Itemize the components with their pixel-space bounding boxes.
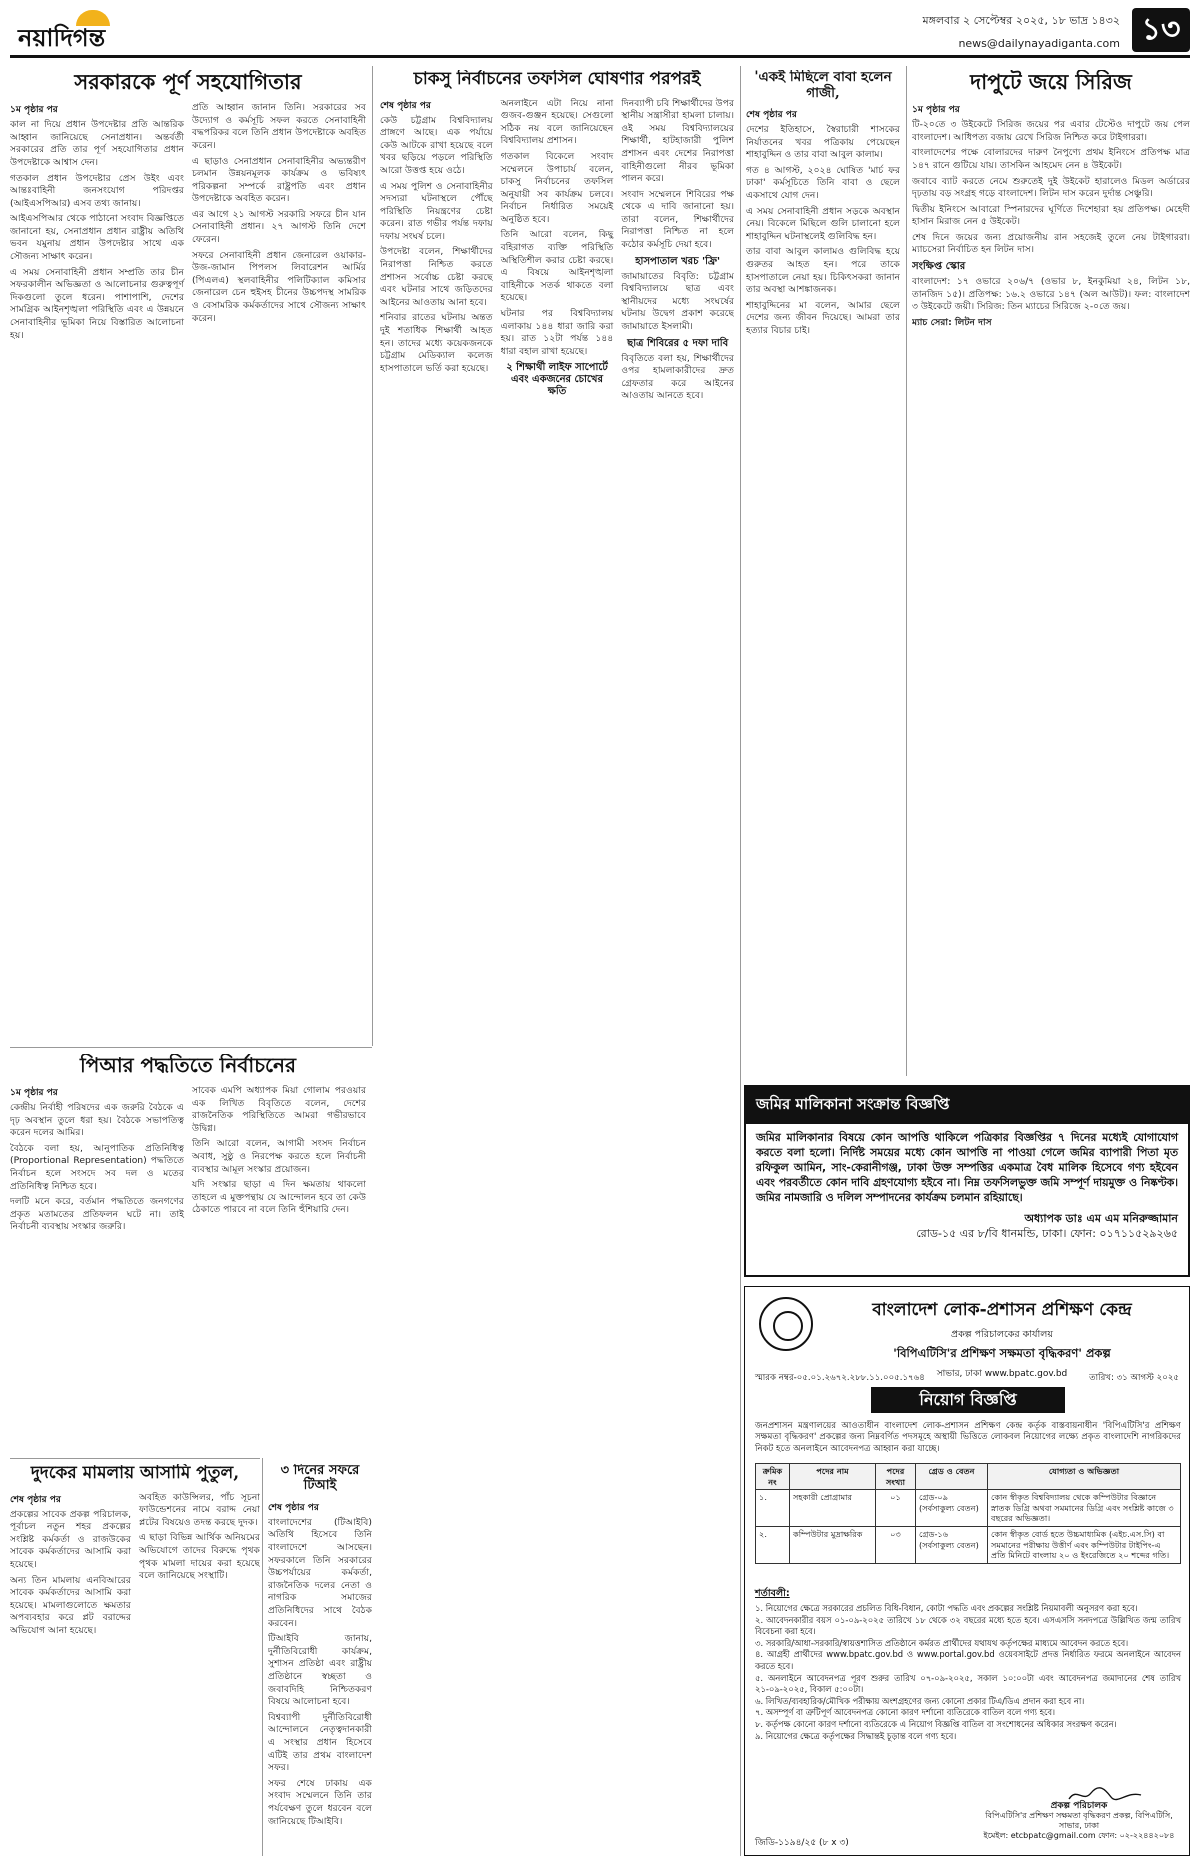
table-cell: ০৩ <box>876 1526 916 1563</box>
table-cell: গ্রেড-১৬ (সর্বসাকুল্য বেতন) <box>916 1526 988 1563</box>
article-paragraph: বিশ্বব্যাপী দুর্নীতিবিরোধী আন্দোলনে নেতৃত্বদানকারী এ সংস্থার প্রধান হিসেবে এটিই তার প্রথম বাংলাদেশ সফর। <box>268 1711 372 1774</box>
dateline <box>923 12 1120 56</box>
article-paragraph: টি-২০তে ৩ উইকেটে সিরিজ জয়ের পর এবার টেস্টেও দাপুটে জয় পেল বাংলাদেশ। আধিপত্য বজায় রেখে সিরিজ নিশ্চিত করে টাইগাররা। <box>912 119 1190 143</box>
ad-code: জিডি-১১৯৪/২৫ (৮ x ৩) <box>755 1838 849 1848</box>
article-paragraph: বৈঠকে বলা হয়, আনুপাতিক প্রতিনিধিত্ব (Proportional Representation) পদ্ধতিতে নির্বাচন হলে সংসদে সব দল ও মতের প্রতিনিধিত্ব নিশ্চিত হবে। <box>10 1142 184 1192</box>
table-cell: ২. <box>756 1526 790 1563</box>
term-item: ৭. অসম্পূর্ণ বা ত্রুটিপূর্ণ আবেদনপত্র কোনো কারণ দর্শানো ব্যতিরেকে বাতিল বলে গণ্য হবে। <box>755 1707 1056 1718</box>
article-paragraph: সফরে সেনাবাহিনী প্রধান জেনারেল ওয়াকার-উজ-জামান পিপলস লিবারেশন আর্মির (পিএলএ) স্থলবাহিনীর পলিটিক্যাল কমিসার জেনারেল চেন হুইসহ চীনের উচ্চপদস্থ সামরিক ও বেসামরিক কর্মকর্তাদের সাথে সৌজন্য সাক্ষাৎ করেন। <box>192 249 366 324</box>
memo-number: স্মারক নম্বর-০৫.০১.২৬৭২.২৮৮.১১.০০৫.১৭৬৪ <box>755 1373 925 1383</box>
column-divider <box>262 1458 263 1856</box>
article-paragraph: এ ছাড়াও সেনাপ্রধান সেনাবাহিনীর অভ্যন্তরীণ চলমান উন্নয়নমূলক কার্যক্রম ও ভবিষ্যৎ পরিকল্পনা সম্পর্কে রাষ্ট্রপতি এবং প্রধান উপদেষ্টাকে অবহিত করেন। <box>192 155 366 205</box>
article-headline[interactable]: দাপুটে জয়ে সিরিজ <box>970 70 1132 94</box>
term-item: ৪. আগ্রহী প্রার্থীদের www.bpatc.gov.bd ও www.portal.gov.bd ওয়েবসাইটে প্রদত্ত নির্ধারিত ফরমে অনলাইনে আবেদন করতে হবে। <box>755 1649 1181 1671</box>
article-paragraph: শাহাবুদ্দিনের মা বলেন, আমার ছেলে দেশের জন্য জীবন দিয়েছে। আমরা তার হত্যার বিচার চাই। <box>746 299 900 336</box>
article-paragraph: অন্য তিন মামলায় এনবিআরের সাবেক কর্মকর্তাদের আসামি করা হয়েছে। মামলাগুলোতে ক্ষমতার অপব্যবহার করে প্লট বরাদ্দের অভিযোগ আনা হয়েছে। <box>10 1574 131 1636</box>
article-paragraph: প্রতি আহ্বান জানান তিনি। সরকারের সব উদ্যোগ ও কর্মসূচি সফল করতে সেনাবাহিনী বদ্ধপরিকর বলে তিনি প্রধান উপদেষ্টাকে অবহিত করেন। <box>192 102 366 151</box>
org-address[interactable]: সাভার, ঢাকা www.bpatc.gov.bd <box>936 1369 1068 1379</box>
table-cell: সহকারী প্রোগ্রামার <box>790 1490 876 1527</box>
man-of-the-match: ম্যাচ সেরা: লিটন দাস <box>912 316 992 328</box>
recruitment-banner: নিয়োগ বিজ্ঞপ্তি <box>871 1387 1065 1413</box>
recruitment-intro: জনপ্রশাসন মন্ত্রণালয়ের আওতাধীন বাংলাদেশ লোক-প্রশাসন প্রশিক্ষণ কেন্দ্র কর্তৃক বাস্তবায়নাধীন 'বিপিএটিসি'র প্রশিক্ষণ সক্ষমতা বৃদ্ধিকরণ' প্রকল্পের জন্য নিম্নবর্ণিত পদসমূহে অস্থায়ী ভিত্তিতে লোকবল নিয়োগের লক্ষ্যে প্রকৃত বাংলাদেশি নাগরিকদের নিকট হতে অনলাইনে আবেদনপত্র আহ্বান করা যাচ্ছে। <box>755 1421 1181 1454</box>
score-summary-label: সংক্ষিপ্ত স্কোর <box>912 261 966 273</box>
article-paragraph: এর আগে ২১ আগস্ট সরকারি সফরে চীন যান সেনাবাহিনী প্রধান। ২৭ আগস্ট তিনি দেশে ফেরেন। <box>192 208 366 246</box>
article-paragraph: দলটি মনে করে, বর্তমান পদ্ধতিতে জনগণের প্রকৃত মতামতের প্রতিফলন ঘটে না। তাই নির্বাচনী ব্যবস্থায় সংস্কার জরুরি। <box>10 1196 184 1233</box>
term-item: ১. নিয়োগের ক্ষেত্রে সরকারের প্রচলিত বিধি-বিধান, কোটা পদ্ধতি এবং প্রকল্পের সংশ্লিষ্ট নিয়মাবলী অনুসরণ করা হবে। <box>755 1603 1138 1613</box>
article-paragraph: শেষ দিনে জয়ের জন্য প্রয়োজনীয় রান সহজেই তুলে নেয় টাইগাররা। ম্যাচসেরা নির্বাচিত হন লিটন দাস। <box>912 231 1190 256</box>
continuation-label: ১ম পৃষ্ঠার পর <box>10 105 58 116</box>
continuation-label: ১ম পৃষ্ঠার পর <box>912 105 960 116</box>
org-name: বাংলাদেশ লোক-প্রশাসন প্রশিক্ষণ কেন্দ্র <box>872 1300 1132 1320</box>
article-chaksu-election <box>380 70 734 1850</box>
article-paragraph: এ সময় পুলিশ ও সেনাবাহিনীর সদস্যরা ঘটনাস্থলে পৌঁছে পরিস্থিতি নিয়ন্ত্রণের চেষ্টা করেন। রাত গভীর পর্যন্ত দফায় দফায় সংঘর্ষ চলে। <box>380 180 493 242</box>
article-army-chief <box>10 70 366 1042</box>
article-paragraph: অবহিত কাউন্সিলর, পাঁচ সূচনা ফাউন্ডেশনের নামে বরাদ্দ নেয়া প্লটের বিষয়েও তদন্ত করছে দুদক। <box>139 1491 260 1528</box>
continuation-label: ১ম পৃষ্ঠার পর <box>10 1088 58 1098</box>
column-divider <box>740 66 741 1856</box>
article-paragraph: গতকাল বিকেলে সংবাদ সম্মেলনে উপাচার্য বলেন, চাকসু নির্বাচনের তফসিল অনুযায়ী সব কার্যক্রম চলবে। নির্বাচন নির্ধারিত সময়েই অনুষ্ঠিত হবে। <box>500 150 614 225</box>
continuation-label: শেষ পৃষ্ঠার পর <box>268 1502 319 1513</box>
article-paragraph: তার বাবা আবুল কালামও গুলিবিদ্ধ হয়ে গুরুতর আহত হন। পরে তাকে হাসপাতালে নেয়া হয়। চিকিৎসকরা জানান তার অবস্থা আশঙ্কাজনক। <box>746 246 900 296</box>
article-paragraph: বাংলাদেশের (টিআইবি) অতিথি হিসেবে তিনি বাংলাদেশে আসছেন। সফরকালে তিনি সরকারের উচ্চপর্যায়ের কর্মকর্তা, রাজনৈতিক দলের নেতা ও নাগরিক সমাজের প্রতিনিধিদের সাথে বৈঠক করবেন। <box>268 1516 372 1629</box>
notice-title: জমির মালিকানা সংক্রান্ত বিজ্ঞপ্তি <box>746 1087 1188 1124</box>
article-paragraph: তিনি আরো বলেন, আগামী সংসদ নির্বাচন অবাধ, সুষ্ঠু ও নিরপেক্ষ করতে হলে নির্বাচনী ব্যবস্থার আমূল সংস্কার প্রয়োজন। <box>192 1138 366 1175</box>
table-row <box>756 1526 1181 1563</box>
article-paragraph: এ সময় সেনাবাহিনী প্রধান সম্প্রতি তার চীন সফরকালীন অভিজ্ঞতা ও আলোচনার গুরুত্বপূর্ণ দিকগুলো তুলে ধরেন। পাশাপাশি, দেশের সামগ্রিক আইনশৃঙ্খলা পরিস্থিতি এবং এ উন্নয়নে সেনাবাহিনীর ভূমিকা নিয়ে বিস্তারিত আলোচনা হয়। <box>10 266 184 341</box>
section-divider <box>10 1047 372 1048</box>
article-paragraph: শনিবার রাতের ঘটনায় অন্তত দুই শতাধিক শিক্ষার্থী আহত হন। তাদের মধ্যে কয়েকজনকে চট্টগ্রাম মেডিক্যাল কলেজ হাসপাতালে ভর্তি করা হয়েছে। <box>380 312 493 374</box>
masthead <box>10 6 1190 58</box>
issue-date: মঙ্গলবার ২ সেপ্টেম্বর ২০২৫, ১৮ ভাদ্র ১৪৩২ <box>922 14 1120 27</box>
article-paragraph: সাবেক এমপি অধ্যাপক মিয়া গোলাম পরওয়ার এক লিখিত বিবৃতিতে বলেন, দেশের রাজনৈতিক পরিস্থিতিতে আমরা গভীরভাবে উদ্বিগ্ন। <box>192 1085 366 1134</box>
continuation-label: শেষ পৃষ্ঠার পর <box>10 1494 61 1505</box>
table-cell: কোন স্বীকৃত বোর্ড হতে উচ্চমাধ্যমিক (এইচ.এস.সি) বা সমমানের পরীক্ষায় উত্তীর্ণ এবং কম্পিউটার টাইপিং-এ প্রতি মিনিটে বাংলায় ২০ ও ইংরেজিতে ২০ শব্দের গতি। <box>988 1526 1181 1563</box>
contact-email[interactable]: news@dailynayadiganta.com <box>958 37 1120 50</box>
article-paragraph: জামায়াতের বিবৃতি: চট্টগ্রাম বিশ্ববিদ্যালয়ে ছাত্র এবং স্থানীয়দের মধ্যে সংঘর্ষের ঘটনায় উদ্বেগ প্রকাশ করেছে জামায়াতে ইসলামী। <box>621 270 734 333</box>
table-cell: কম্পিউটার মুদ্রাক্ষরিক <box>790 1526 876 1563</box>
org-subtitle: প্রকল্প পরিচালকের কার্যালয় <box>951 1329 1053 1340</box>
org-header <box>827 1297 1177 1381</box>
column-divider <box>906 66 907 1076</box>
article-headline[interactable]: 'একই মিছিলে বাবা হলেন গাজী, <box>754 70 892 101</box>
continuation-label: শেষ পৃষ্ঠার পর <box>746 110 797 121</box>
table-header: পদের সংখ্যা <box>876 1464 916 1490</box>
term-item: ২. আবেদনকারীর বয়স ০১-০৯-২০২৫ তারিখে ১৮ থেকে ৩২ বছরের মধ্যে হতে হবে। এসএসসি সনদপত্রে উল্লিখিত জন্ম তারিখ বিবেচনা করা হবে। <box>755 1614 1181 1637</box>
article-paragraph: জবাবে ব্যাট করতে নেমে শুরুতেই দুই উইকেট হারালেও মিডল অর্ডারের দৃঢ়তায় বড় সংগ্রহ গড়ে বাংলাদেশ। লিটন দাস করেন দুর্দান্ত সেঞ্চুরি। <box>912 175 1190 200</box>
continuation-label: শেষ পৃষ্ঠার পর <box>380 100 431 111</box>
term-item: ৬. লিখিত/ব্যবহারিক/মৌখিক পরীক্ষায় অংশগ্রহণের জন্য কোনো প্রকার টিএ/ডিএ প্রদান করা হবে না। <box>755 1695 1085 1706</box>
table-header: গ্রেড ও বেতন <box>916 1464 988 1490</box>
signature-block <box>979 1801 1179 1841</box>
article-headline[interactable]: পিআর পদ্ধতিতে নির্বাচনের <box>80 1054 296 1077</box>
page-number: ১৩ <box>1132 8 1190 52</box>
term-item: ৮. কর্তৃপক্ষ কোনো কারণ দর্শানো ব্যতিরেকে এ নিয়োগ বিজ্ঞপ্তি বাতিল বা সংশোধনের অধিকার সংরক্ষণ করেন। <box>755 1718 1117 1729</box>
article-paragraph: এ ছাড়া বিভিন্ন আর্থিক অনিয়মের অভিযোগে তাদের বিরুদ্ধে পৃথক পৃথক মামলা দায়ের করা হয়েছে বলে জানিয়েছে সংস্থাটি। <box>139 1532 260 1582</box>
article-paragraph: বিবৃতিতে বলা হয়, শিক্ষার্থীদের ওপর হামলাকারীদের দ্রুত গ্রেফতার করে আইনের আওতায় আনতে হবে। <box>621 352 734 402</box>
land-ownership-notice <box>744 1085 1190 1277</box>
article-paragraph: আইএসপিআর থেকে পাঠানো সংবাদ বিজ্ঞপ্তিতে জানানো হয়, সেনাপ্রধান প্রধান রাষ্ট্রীয় অতিথি ভবন যমুনায় প্রধান উপদেষ্টার সাথে এক সৌজন্য সাক্ষাৎ করেন। <box>10 213 184 263</box>
notice-date: তারিখ: ৩১ আগস্ট ২০২৫ <box>1089 1373 1179 1383</box>
table-cell: গ্রেড-০৯ (সর্বসাকুল্য বেতন) <box>916 1490 988 1527</box>
article-father-son-rally <box>746 70 900 1075</box>
positions-table <box>755 1463 1181 1564</box>
article-paragraph: কাল না দিয়ে প্রধান উপদেষ্টার প্রতি আন্তরিক আহ্বান জানিয়েছে সেনাপ্রধান। অন্তর্বর্তী সরকারের প্রতি তার পূর্ণ সহযোগিতার প্রধান উপদেষ্টাকে আশ্বাস দেন। <box>10 119 184 168</box>
article-paragraph: বাংলাদেশের পক্ষে বোলারদের দারুণ নৈপুণ্যে প্রথম ইনিংসে প্রতিপক্ষ মাত্র ১৪৭ রানে গুটিয়ে যায়। তাসকিন আহমেদ নেন ৪ উইকেট। <box>912 147 1190 171</box>
notice-signer: অধ্যাপক ডাঃ এম এম মনিরুজ্জামান <box>1024 1212 1178 1225</box>
recruitment-notice <box>744 1286 1190 1856</box>
article-paragraph: উপদেষ্টা বলেন, শিক্ষার্থীদের নিরাপত্তা নিশ্চিত করতে প্রশাসন সর্বোচ্চ চেষ্টা করছে এবং ঘটনার সাথে জড়িতদের আইনের আওতায় আনা হবে। <box>380 246 493 308</box>
logo-text: নয়াদিগন্ত <box>18 23 106 52</box>
article-paragraph: ঘটনার পর বিশ্ববিদ্যালয় এলাকায় ১৪৪ ধারা জারি করা হয়। রাত ১২টা পর্যন্ত ১৪৪ ধারা বহাল রাখা হয়েছে। <box>500 308 614 357</box>
article-paragraph: গতকাল প্রধান উপদেষ্টার প্রেস উইং এবং আন্তঃবাহিনী জনসংযোগ পরিদপ্তর (আইএসপিআর) এসব তথ্য জানায়। <box>10 172 184 209</box>
column-divider <box>372 66 373 1046</box>
article-paragraph: দিনব্যাপী চবি শিক্ষার্থীদের উপর স্থানীয় সন্ত্রাসীরা হামলা চালায়। ওই সময় বিশ্ববিদ্যালয়ের শিক্ষার্থী, হাটহাজারী পুলিশ প্রশাসন এবং দেশের নিরাপত্তা বাহিনীগুলো নীরব ভূমিকা পালন করে। <box>621 97 734 185</box>
article-acc-case <box>10 1464 260 1856</box>
newspaper-logo[interactable] <box>18 12 178 50</box>
article-paragraph: দ্বিতীয় ইনিংসে আবারো স্পিনারদের ঘূর্ণিতে দিশেহারা হয় প্রতিপক্ষ। মেহেদী হাসান মিরাজ নেন ৫ উইকেট। <box>912 203 1190 228</box>
article-paragraph: যদি সংস্কার ছাড়া এ দিন ক্ষমতায় থাকলো তাহলে এ মুক্তপন্থায় যে আন্দোলন হবে তা কেউ ঠেকাতে পারবে না বলে তিনি হুঁশিয়ারি দেন। <box>192 1179 366 1216</box>
table-header: পদের নাম <box>790 1464 876 1490</box>
article-headline[interactable]: সরকারকে পূর্ণ সহযোগিতার <box>74 70 302 94</box>
article-subheading: ছাত্র শিবিরের ৫ দফা দাবি <box>627 337 729 349</box>
section-divider <box>10 1458 260 1459</box>
article-subheading: হাসপাতাল খরচ 'ফ্রি' <box>635 255 721 267</box>
article-paragraph: এ সময় সেনাবাহিনী প্রধান সড়কে অবস্থান নেয়। বিকেলে মিছিলে গুলি চালানো হলে শাহাবুদ্দিন ঘটনাস্থলেই গুলিবিদ্ধ হন। <box>746 205 900 242</box>
table-header: ক্রমিক নং <box>756 1464 790 1490</box>
article-paragraph: কেন্দ্রীয় নির্বাহী পরিষদের এক জরুরি বৈঠকে এ দৃঢ় অবস্থান তুলে ধরা হয়। বৈঠকে সভাপতিত্ব করেন দলের আমির। <box>10 1102 184 1139</box>
terms-list <box>755 1603 1181 1742</box>
table-header: যোগ্যতা ও অভিজ্ঞতা <box>988 1464 1181 1490</box>
table-cell: ১. <box>756 1490 790 1527</box>
signatory-contact[interactable]: ইমেইল: etcbpatc@gmail.com ফোন: ০২-২২৪৪২০৮৪ <box>983 1831 1175 1840</box>
score-summary: বাংলাদেশ: ১৭ ওভারে ২০৬/৭ (ওভার ৮, ইনকুমিয়া ২৪, লিটন ১৮, তানজিদ ১৫)। প্রতিপক্ষ: ১৬.২ ওভারে ১৪৭ (অল আউট)। ফল: বাংলাদেশ ৩ উইকেটে জয়ী। সিরিজ: তিন ম্যাচের সিরিজে ২-০তে জয়। <box>912 276 1190 313</box>
term-item: ৫. অনলাইনে আবেদনপত্র পূরণ শুরুর তারিখ ০৭-০৯-২০২৫, সকাল ১০:০০টা এবং আবেদনপত্র জমাদানের শেষ তারিখ ২১-০৯-২০২৫, বিকাল ৫:০০টা। <box>755 1672 1181 1695</box>
article-headline[interactable]: চাকসু নির্বাচনের তফসিল ঘোষণার পরপরই <box>413 70 701 89</box>
article-paragraph: প্রকল্পের সাবেক প্রকল্প পরিচালক, পূর্বাচল নতুন শহর প্রকল্পের সংশ্লিষ্ট কর্মকর্তা ও রাজউকের সাবেক কর্মকর্তাদের আসামি করা হয়েছে। <box>10 1508 131 1570</box>
article-headline[interactable]: ৩ দিনের সফরে টিআই <box>280 1464 360 1493</box>
article-paragraph: অনলাইনে এটা নিয়ে নানা গুজব-গুঞ্জন হয়েছে। সেগুলো সঠিক নয় বলে জানিয়েছেন বিশ্ববিদ্যালয় প্রশাসন। <box>500 97 614 147</box>
article-ti-visit <box>268 1464 372 1856</box>
government-seal-icon <box>759 1297 813 1351</box>
article-subheading: ২ শিক্ষার্থী লাইফ সাপোর্টে এবং একজনের চোখের ক্ষতি <box>506 362 608 398</box>
table-cell: ০১ <box>876 1490 916 1527</box>
article-paragraph: দেশের ইতিহাসে, স্বৈরাচারী শাসকের নির্যাতনের খবর পত্রিকায় পেয়েছেন শাহাবুদ্দিন ও তার বাবা আবুল কালাম। <box>746 124 900 161</box>
table-row <box>756 1490 1181 1527</box>
notice-address: রোড-১৫ এর ৮/বি ধানমন্ডি, ঢাকা। ফোন: ০১৭১১৫২৯২৬৫ <box>916 1227 1178 1240</box>
article-headline[interactable]: দুদকের মামলায় আসামি পুতুল, <box>30 1464 240 1483</box>
notice-body: জমির মালিকানার বিষয়ে কোন আপত্তি থাকিলে পত্রিকার বিজ্ঞপ্তির ৭ দিনের মধ্যেই যোগাযোগ করতে বলা হলো। নির্দিষ্ট সময়ের মধ্যে কোন আপত্তি না পাওয়া গেলে জমির ব্যাপারী পিতা মৃত রফিকুল আমিন, সাং-কেরানীগঞ্জ, ঢাকা উক্ত সম্পত্তির একমাত্র বৈধ মালিক হিসেবে গণ্য হইবেন এবং পরবর্তীতে কোন দাবি গ্রহণযোগ্য হইবে না। নিম্ন তফসিলভুক্ত জমি সম্পূর্ণ দায়মুক্ত ও নিষ্কণ্টক। জমির নামজারি ও দলিল সম্পাদনের কার্যক্রম চলমান রহিয়াছে। <box>756 1131 1178 1204</box>
term-item: ৯. নিয়োগের ক্ষেত্রে কর্তৃপক্ষের সিদ্ধান্তই চূড়ান্ত বলে গণ্য হবে। <box>755 1730 957 1741</box>
article-paragraph: তিনি আরো বলেন, কিছু বহিরাগত ব্যক্তি পরিস্থিতি অস্থিতিশীল করার চেষ্টা করছে। এ বিষয়ে আইনশৃঙ্খলা বাহিনীকে সতর্ক থাকতে বলা হয়েছে। <box>500 229 614 304</box>
signatory-office: বিপিএটিসি'র প্রশিক্ষণ সক্ষমতা বৃদ্ধিকরণ প্রকল্প, বিপিএটিসি, সাভার, ঢাকা <box>985 1811 1173 1830</box>
article-paragraph: সফর শেষে ঢাকায় এক সংবাদ সম্মেলনে তিনি তার পর্যবেক্ষণ তুলে ধরবেন বলে জানিয়েছে টিআইবি। <box>268 1777 372 1827</box>
signatory-title: প্রকল্প পরিচালক <box>1050 1801 1108 1811</box>
article-paragraph: টিআইবি জানায়, দুর্নীতিবিরোধী কার্যক্রম, সুশাসন প্রতিষ্ঠা এবং রাষ্ট্রীয় প্রতিষ্ঠানে স্বচ্ছতা ও জবাবদিহি নিশ্চিতকরণ বিষয়ে আলোচনা হবে। <box>268 1633 372 1708</box>
article-cricket-series <box>912 70 1190 1075</box>
article-paragraph: কেউ চট্টগ্রাম বিশ্ববিদ্যালয় প্রাঙ্গণে আছে। এক পর্যায়ে কেউ আটকে রাখা হয়েছে বলে খবর ছড়িয়ে পড়লে পরিস্থিতি আরো উত্তপ্ত হয়ে ওঠে। <box>380 114 493 176</box>
article-pr-election <box>10 1054 366 1450</box>
project-name: 'বিপিএটিসি'র প্রশিক্ষণ সক্ষমতা বৃদ্ধিকরণ' প্রকল্প <box>893 1346 1111 1360</box>
article-paragraph: সংবাদ সম্মেলনে শিবিরের পক্ষ থেকে এ দাবি জানানো হয়। তারা বলেন, শিক্ষার্থীদের নিরাপত্তা নিশ্চিত না হলে কঠোর কর্মসূচি দেয়া হবে। <box>621 188 734 251</box>
terms-title: শর্তাবলী: <box>755 1588 790 1599</box>
article-paragraph: গত ৪ আগস্ট, ২০২৪ ঘোষিত 'মার্চ ফর ঢাকা' কর্মসূচিতে তিনি বাবা ও ছেলে একসাথে যোগ দেন। <box>746 164 900 201</box>
table-cell: কোন স্বীকৃত বিশ্ববিদ্যালয় থেকে কম্পিউটার বিজ্ঞানে স্নাতক ডিগ্রি অথবা সমমানের ডিগ্রি এবং সংশ্লিষ্ট কাজে ৩ বছরের অভিজ্ঞতা। <box>988 1490 1181 1527</box>
term-item: ৩. সরকারি/আধা-সরকারি/স্বায়ত্তশাসিত প্রতিষ্ঠানে কর্মরত প্রার্থীদের যথাযথ কর্তৃপক্ষের মাধ্যমে আবেদন করতে হবে। <box>755 1637 1129 1648</box>
